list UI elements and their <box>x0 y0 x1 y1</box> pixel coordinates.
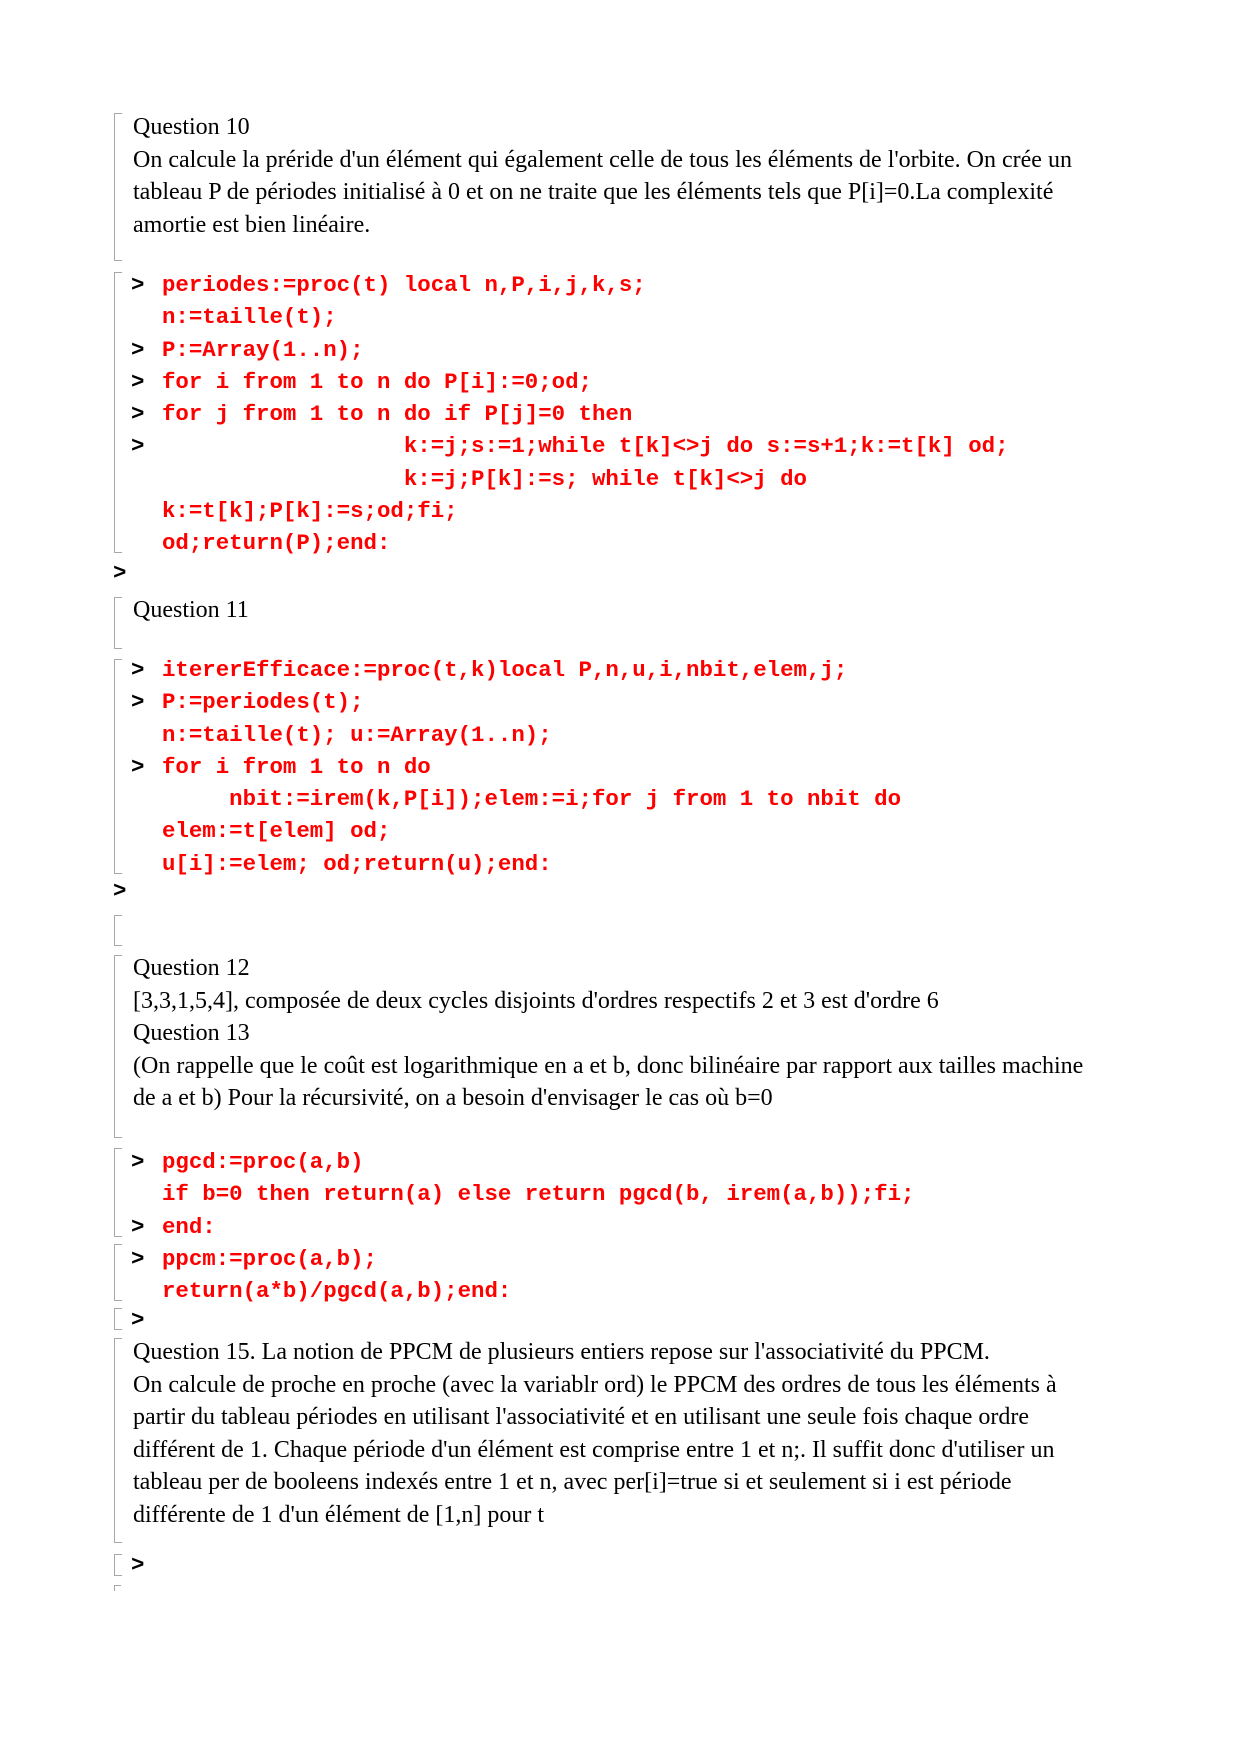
q12-heading: Question 12 <box>133 955 250 981</box>
prompt-marker: > <box>131 401 145 428</box>
execution-group-bracket <box>114 272 115 553</box>
prompt-marker: > <box>131 272 145 298</box>
code-text[interactable]: od;return(P);end: <box>162 530 391 557</box>
empty-input-prompt[interactable]: > <box>113 878 127 904</box>
code-text[interactable]: n:=taille(t); u:=Array(1..n); <box>162 721 552 748</box>
q13-line: (On rappelle que le coût est logarithmique en a et b, donc bilinéaire par rapport aux tailles machine <box>133 1052 1084 1079</box>
code-text[interactable]: k:=j;s:=1;while t[k]<>j do s:=s+1;k:=t[k] od; <box>162 433 1009 460</box>
q10-line: On calcule la préride d'un élément qui également celle de tous les éléments de l'orbite. On crée un <box>133 146 1072 173</box>
prompt-marker: > <box>131 336 145 363</box>
q15-line: différent de 1. Chaque période d'un élément est comprise entre 1 et n;. Il suffit donc d'utiliser un <box>133 1436 1055 1463</box>
q10-heading: Question 10 <box>133 114 250 140</box>
empty-input-prompt[interactable]: > <box>113 560 127 586</box>
prompt-marker: > <box>131 1246 145 1272</box>
code-text[interactable]: elem:=t[elem] od; <box>162 818 391 845</box>
execution-group-bracket <box>114 1244 115 1301</box>
code-text[interactable]: nbit:=irem(k,P[i]);elem:=i;for j from 1 to nbit do <box>162 786 902 813</box>
execution-group-bracket <box>114 1554 115 1576</box>
code-text[interactable]: k:=t[k];P[k]:=s;od;fi; <box>162 498 458 525</box>
prompt-marker: > <box>131 753 145 780</box>
empty-input-prompt[interactable]: > <box>131 1307 145 1333</box>
prompt-marker: > <box>131 689 145 716</box>
execution-group-bracket <box>114 1148 115 1237</box>
empty-input-prompt[interactable]: > <box>131 1552 145 1578</box>
code-text[interactable]: for j from 1 to n do if P[j]=0 then <box>162 401 633 428</box>
prompt-marker: > <box>131 1149 145 1175</box>
q15-line: tableau per de booleens indexés entre 1 et n, avec per[i]=true si et seulement si i est période <box>133 1469 1012 1495</box>
trailing-bracket-stub <box>114 1585 121 1591</box>
q11-text-block <box>133 594 1143 627</box>
q15-line: différente de 1 d'un élément de [1,n] pour t <box>133 1501 545 1528</box>
q10-line: amortie est bien linéaire. <box>133 211 371 238</box>
prompt-marker: > <box>131 1213 145 1240</box>
q15-heading: Question 15. La notion de PPCM de plusieurs entiers repose sur l'associativité du PPCM. <box>133 1339 990 1365</box>
q13-heading: Question 13 <box>133 1020 250 1046</box>
code-text[interactable]: n:=taille(t); <box>162 304 337 331</box>
empty-group-bracket <box>114 915 115 946</box>
q15-text-block <box>133 1336 1143 1531</box>
prompt-marker: > <box>131 368 145 395</box>
code-text[interactable]: end: <box>162 1213 216 1240</box>
code-text[interactable]: pgcd:=proc(a,b) <box>162 1149 364 1175</box>
q12-q13-text-block <box>133 952 1143 1115</box>
code-text[interactable]: for i from 1 to n do P[i]:=0;od; <box>162 368 592 395</box>
q10-text-block <box>133 111 1143 241</box>
q10-line: tableau P de périodes initialisé à 0 et on ne traite que les éléments tels que P[i]=0.La complexité <box>133 179 1054 205</box>
section-bracket <box>114 113 115 261</box>
code-text[interactable]: if b=0 then return(a) else return pgcd(b, irem(a,b));fi; <box>162 1181 915 1208</box>
code-text[interactable]: u[i]:=elem; od;return(u);end: <box>162 850 552 877</box>
code-text[interactable]: return(a*b)/pgcd(a,b);end: <box>162 1278 512 1305</box>
q12-answer: [3,3,1,5,4], composée de deux cycles disjoints d'ordres respectifs 2 et 3 est d'ordre 6 <box>133 987 939 1014</box>
code-text[interactable]: periodes:=proc(t) local n,P,i,j,k,s; <box>162 272 646 298</box>
q15-line: On calcule de proche en proche (avec la variablr ord) le PPCM des ordres de tous les éléments à <box>133 1371 1057 1398</box>
code-text[interactable]: itererEfficace:=proc(t,k)local P,n,u,i,nbit,elem,j; <box>162 657 848 683</box>
code-text[interactable]: P:=periodes(t); <box>162 689 364 716</box>
section-bracket <box>114 955 115 1138</box>
code-text[interactable]: k:=j;P[k]:=s; while t[k]<>j do <box>162 465 807 492</box>
prompt-marker: > <box>131 433 145 460</box>
execution-group-bracket <box>114 1308 115 1330</box>
section-bracket <box>114 1338 115 1543</box>
code-text[interactable]: ppcm:=proc(a,b); <box>162 1246 377 1272</box>
q13-line: de a et b) Pour la récursivité, on a besoin d'envisager le cas où b=0 <box>133 1085 773 1111</box>
q11-heading: Question 11 <box>133 597 249 623</box>
prompt-marker: > <box>131 657 145 683</box>
section-bracket <box>114 597 115 649</box>
q15-line: partir du tableau périodes en utilisant l'associativité et en utilisant une seule fois chaque ordre <box>133 1404 1030 1430</box>
code-text[interactable]: for i from 1 to n do <box>162 753 431 780</box>
code-text[interactable]: P:=Array(1..n); <box>162 336 364 363</box>
execution-group-bracket <box>114 659 115 874</box>
